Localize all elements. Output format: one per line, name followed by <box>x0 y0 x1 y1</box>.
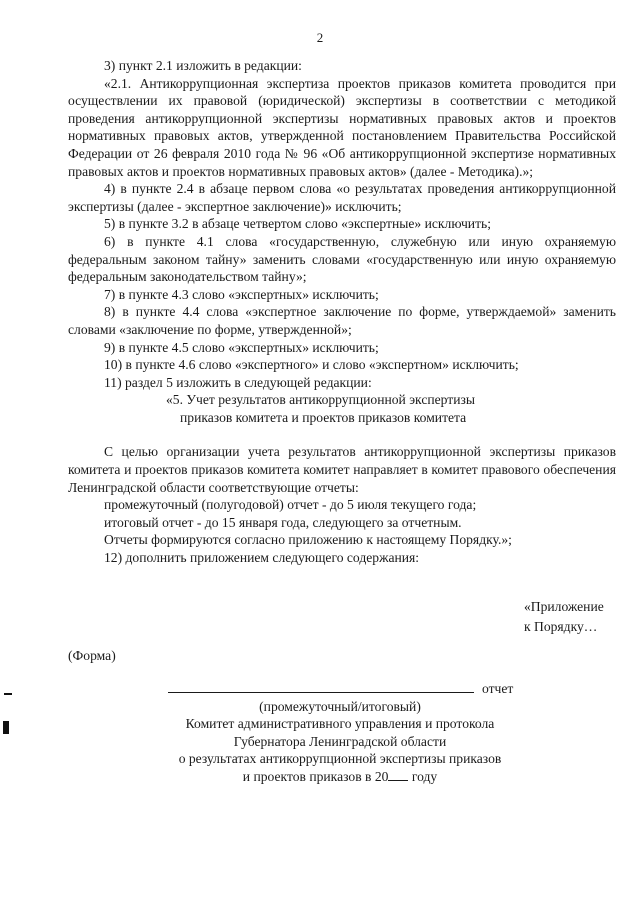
report-line: Губернатора Ленинградской области <box>233 733 447 749</box>
report-word: отчет <box>482 681 514 696</box>
paragraph: Отчеты формируются согласно приложению к настоящему Порядку.»; <box>104 532 512 548</box>
appendix-line: к Порядку… <box>524 619 598 634</box>
report-title-row <box>140 680 540 698</box>
report-type-blank <box>168 682 474 693</box>
report-line: о результатах антикоррупционной экспертизы приказов <box>178 751 502 767</box>
appendix-line: «Приложение <box>524 599 604 614</box>
report-header <box>140 680 540 786</box>
report-year-prefix: и проектов приказов в 20 <box>242 768 389 784</box>
scan-mark <box>3 721 9 734</box>
paragraph: С целью организации учета результатов антикоррупционной экспертизы приказов комитета и проектов приказов комитета комитет направляет в комитет правового обеспечения Ленинградской области соответствующие отчеты: <box>68 444 616 495</box>
paragraph: 5) в пункте 3.2 в абзаце четвертом слово «экспертные» исключить; <box>104 216 491 232</box>
report-line: Комитет административного управления и протокола <box>185 716 495 732</box>
paragraph: 7) в пункте 4.3 слово «экспертных» исключить; <box>104 286 379 302</box>
paragraph: 11) раздел 5 изложить в следующей редакции: <box>104 374 372 390</box>
paragraph: 10) в пункте 4.6 слово «экспертного» и слово «экспертном» исключить; <box>104 357 519 373</box>
report-subtitle: (промежуточный/итоговый) <box>259 698 421 714</box>
section-title-line: приказов комитета и проектов приказов комитета <box>180 409 467 425</box>
paragraph: 8) в пункте 4.4 слова «экспертное заключение по форме, утверждаемой» заменить словами «заключение по форме, утвержденной»; <box>68 304 616 337</box>
paragraph: 6) в пункте 4.1 слова «государственную, служебную или иную охраняемую федеральным законом тайну» заменить словами «государственную или иную охраняемую федеральным законодательством тайну»; <box>68 233 616 285</box>
paragraph: 9) в пункте 4.5 слово «экспертных» исключить; <box>104 339 379 355</box>
year-blank <box>388 770 408 781</box>
report-year-suffix: году <box>411 768 438 784</box>
paragraph: промежуточный (полугодовой) отчет - до 5 июля текущего года; <box>104 497 477 513</box>
paragraph: «2.1. Антикоррупционная экспертиза проектов приказов комитета проводится при осуществлении их правовой (юридической) экспертизы в соответствии с методикой проведения антикоррупционной экспертизы нормативных правовых актов и проектов нормативных правовых актов, утвержденной постановлением Правительства Российской Федерации от 26 февраля 2010 года № 96 «Об антикоррупционной экспертизе нормативных правовых актов и проектов нормативных правовых актов» (далее - Методика).»; <box>68 75 616 179</box>
appendix-reference <box>524 597 604 637</box>
section-title-line: «5. Учет результатов антикоррупционной экспертизы <box>166 392 475 408</box>
scan-mark <box>4 693 12 695</box>
paragraph: 12) дополнить приложением следующего содержания: <box>104 550 420 566</box>
paragraph: 3) пункт 2.1 изложить в редакции: <box>104 58 302 73</box>
form-label: (Форма) <box>68 648 116 663</box>
paragraph: итоговый отчет - до 15 января года, следующего за отчетным. <box>104 514 462 530</box>
page-number: 2 <box>316 30 324 45</box>
report-year-line <box>140 768 540 786</box>
document-body <box>68 57 616 567</box>
paragraph: 4) в пункте 2.4 в абзаце первом слова «о результатах проведения антикоррупционной экспертизы (далее - экспертное заключение)» исключить; <box>68 181 616 214</box>
